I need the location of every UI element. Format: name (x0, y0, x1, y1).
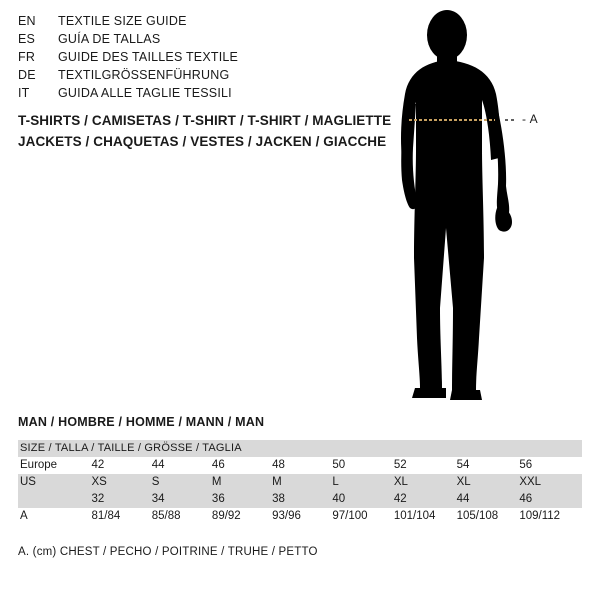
row-value: 46 (212, 457, 272, 474)
language-code: FR (18, 50, 36, 64)
language-row (18, 50, 418, 68)
row-label: A (18, 508, 91, 525)
language-text: TEXTILGRÖSSENFÜHRUNG (58, 68, 230, 82)
row-value: 89/92 (212, 508, 272, 525)
row-label: Europe (18, 457, 91, 474)
row-value: M (272, 474, 332, 491)
language-row (18, 86, 418, 104)
table-header-row (18, 440, 582, 457)
row-value: 93/96 (272, 508, 332, 525)
row-value: 46 (519, 491, 582, 508)
row-value: XL (457, 474, 520, 491)
row-value: 32 (91, 491, 151, 508)
row-label (18, 491, 91, 508)
row-value: 44 (457, 491, 520, 508)
table-title: MAN / HOMBRE / HOMME / MANN / MAN (18, 415, 265, 429)
language-code: ES (18, 32, 36, 46)
row-value: 48 (272, 457, 332, 474)
row-value: XL (394, 474, 457, 491)
row-value: 97/100 (332, 508, 393, 525)
row-value: XXL (519, 474, 582, 491)
table-row (18, 457, 582, 474)
row-value: 50 (332, 457, 393, 474)
row-value: 105/108 (457, 508, 520, 525)
row-value: 81/84 (91, 508, 151, 525)
row-value: 44 (152, 457, 212, 474)
row-value: XS (91, 474, 151, 491)
language-row (18, 68, 418, 86)
language-code: EN (18, 14, 36, 28)
language-text: TEXTILE SIZE GUIDE (58, 14, 187, 28)
row-value: 52 (394, 457, 457, 474)
table-row (18, 508, 582, 525)
category-jackets: JACKETS / CHAQUETAS / VESTES / JACKEN / GIACCHE (18, 134, 387, 149)
language-text: GUIDE DES TAILLES TEXTILE (58, 50, 239, 64)
row-value: 85/88 (152, 508, 212, 525)
language-list (18, 14, 418, 104)
row-value: 42 (91, 457, 151, 474)
table-footnote: A. (cm) CHEST / PECHO / POITRINE / TRUHE / PETTO (18, 546, 318, 558)
language-row (18, 32, 418, 50)
figure-illustration (360, 8, 560, 408)
row-value: 42 (394, 491, 457, 508)
category-tshirts: T-SHIRTS / CAMISETAS / T-SHIRT / T-SHIRT / MAGLIETTE (18, 113, 392, 128)
row-value: 109/112 (519, 508, 582, 525)
row-value: 54 (457, 457, 520, 474)
row-value: 34 (152, 491, 212, 508)
language-code: DE (18, 68, 36, 82)
table-row (18, 491, 582, 508)
row-value: M (212, 474, 272, 491)
language-row (18, 14, 418, 32)
row-value: 40 (332, 491, 393, 508)
language-text: GUÍA DE TALLAS (58, 32, 161, 46)
language-text: GUIDA ALLE TAGLIE TESSILI (58, 86, 232, 100)
language-code: IT (18, 86, 30, 100)
size-table (18, 440, 582, 525)
row-value: 38 (272, 491, 332, 508)
measure-label-a: - A (522, 112, 539, 126)
row-label: US (18, 474, 91, 491)
mannequin-silhouette-icon (360, 8, 560, 408)
row-value: L (332, 474, 393, 491)
row-value: 36 (212, 491, 272, 508)
row-value: 56 (519, 457, 582, 474)
table-header-label: SIZE / TALLA / TAILLE / GRÖSSE / TAGLIA (18, 440, 582, 457)
row-value: S (152, 474, 212, 491)
table-row (18, 474, 582, 491)
row-value: 101/104 (394, 508, 457, 525)
